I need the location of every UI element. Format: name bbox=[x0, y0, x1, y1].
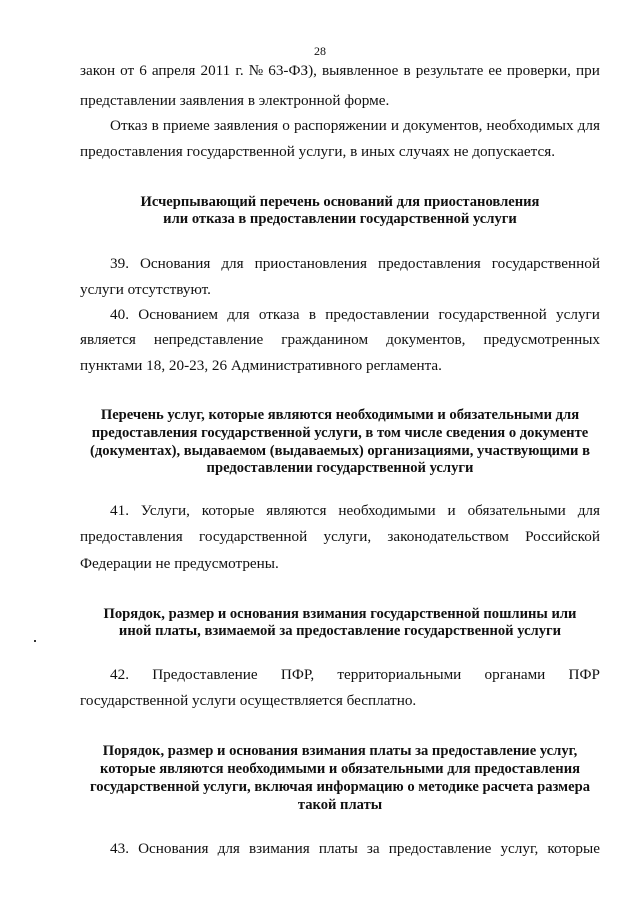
word: взимания bbox=[249, 840, 310, 857]
heading-payment-line-1: Порядок, размер и основания взимания платы за предоставление услуг, bbox=[102, 743, 578, 759]
word: Основания bbox=[139, 255, 211, 272]
word: от bbox=[120, 62, 135, 79]
word: о bbox=[282, 117, 290, 134]
word: г. bbox=[235, 62, 244, 79]
page-number: 28 bbox=[314, 44, 326, 58]
para-41-line-2 bbox=[80, 528, 600, 546]
word: апреля bbox=[151, 62, 196, 79]
para-refusal-line-1 bbox=[110, 117, 600, 135]
para-41-line-3: Федерации не предусмотрены. bbox=[80, 555, 279, 572]
word: Услуги, bbox=[140, 502, 190, 519]
word: 42. bbox=[110, 666, 129, 683]
word: и bbox=[390, 117, 399, 134]
heading-fee-line-1: Порядок, размер и основания взимания государственной пошлины или bbox=[103, 606, 577, 622]
word: и bbox=[447, 502, 456, 519]
word: законодательством bbox=[387, 528, 509, 545]
word: является bbox=[80, 331, 136, 348]
para-42-line-2: государственной услуги осуществляется бесплатно. bbox=[80, 692, 417, 709]
word: обязательными bbox=[467, 502, 566, 519]
para-40-line-1 bbox=[110, 306, 600, 324]
word: государственной bbox=[438, 306, 547, 323]
para-cont-line-1 bbox=[80, 62, 600, 80]
word: для bbox=[221, 255, 244, 272]
word: выявленное bbox=[322, 62, 399, 79]
heading-fee-line-2: иной платы, взимаемой за предоставление государственной услуги bbox=[118, 623, 562, 639]
heading-payment-line-3: государственной услуги, включая информацию о методике расчета размера bbox=[89, 779, 591, 795]
word: которые bbox=[201, 502, 255, 519]
word: приеме bbox=[162, 117, 210, 134]
word: распоряжении bbox=[293, 117, 387, 134]
word: государственной bbox=[199, 528, 308, 545]
word: ПФР bbox=[568, 666, 600, 683]
word: которые bbox=[547, 840, 600, 857]
word: платы bbox=[318, 840, 358, 857]
word: при bbox=[575, 62, 600, 79]
word: непредставление bbox=[153, 331, 264, 348]
heading-grounds-line-2: или отказа в предоставлении государственной услуги bbox=[163, 211, 517, 227]
word: для bbox=[577, 502, 600, 519]
word: Основания bbox=[138, 840, 209, 857]
word: услуги, bbox=[323, 528, 372, 545]
heading-services-line-4: предоставлении государственной услуги bbox=[206, 460, 474, 476]
word: 6 bbox=[139, 62, 147, 79]
word: в bbox=[403, 62, 411, 79]
word: в bbox=[151, 117, 159, 134]
para-cont-line-2: представлении заявления в электронной форме. bbox=[80, 92, 390, 109]
word: необходимыми bbox=[338, 502, 436, 519]
para-41-line-1 bbox=[110, 502, 600, 520]
para-43-line-1 bbox=[110, 840, 600, 858]
word: документов, bbox=[403, 117, 483, 134]
word: Отказ bbox=[110, 117, 148, 134]
word: результате bbox=[415, 62, 484, 79]
word: документов, bbox=[386, 331, 466, 348]
word: Российской bbox=[525, 528, 600, 545]
word: для bbox=[227, 306, 250, 323]
heading-payment-line-4: такой платы bbox=[297, 797, 383, 813]
word: предоставления bbox=[377, 255, 481, 272]
word: предоставление bbox=[388, 840, 492, 857]
word: 2011 bbox=[200, 62, 231, 79]
word: органами bbox=[484, 666, 546, 683]
word: в bbox=[308, 306, 316, 323]
para-40-line-2 bbox=[80, 331, 600, 349]
word: предоставления bbox=[80, 528, 183, 545]
word: 41. bbox=[110, 502, 129, 519]
word: Предоставление bbox=[152, 666, 258, 683]
word: за bbox=[366, 840, 380, 857]
word: территориальными bbox=[337, 666, 462, 683]
margin-tick-mark bbox=[34, 640, 36, 642]
heading-payment-line-2: которые являются необходимыми и обязательными для предоставления bbox=[100, 761, 580, 777]
word: предоставлении bbox=[325, 306, 430, 323]
word: ПФР, bbox=[280, 666, 315, 683]
para-40-line-3: пунктами 18, 20-23, 26 Административного регламента. bbox=[80, 357, 442, 374]
word: проверки, bbox=[506, 62, 571, 79]
heading-services-line-1: Перечень услуг, которые являются необходимыми и обязательными для bbox=[100, 407, 580, 423]
word: государственной bbox=[491, 255, 600, 272]
word: предусмотренных bbox=[483, 331, 600, 348]
word: 43. bbox=[110, 840, 129, 857]
word: услуги bbox=[556, 306, 600, 323]
para-39-line-2: услуги отсутствуют. bbox=[80, 281, 211, 298]
word: гражданином bbox=[281, 331, 369, 348]
word: закон bbox=[80, 62, 116, 79]
word: приостановления bbox=[254, 255, 367, 272]
heading-services-line-2: предоставления государственной услуги, в том числе сведения о документе bbox=[91, 425, 589, 441]
heading-services-line-3: (документах), выдаваемом (выдаваемых) организациями, участвующими в bbox=[90, 443, 590, 459]
word: для bbox=[217, 840, 240, 857]
para-refusal-line-2: предоставления государственной услуги, в иных случаях не допускается. bbox=[80, 143, 556, 160]
word: № bbox=[248, 62, 264, 79]
word: Основанием bbox=[138, 306, 219, 323]
word: заявления bbox=[213, 117, 279, 134]
para-42-line-1 bbox=[110, 666, 600, 684]
word: являются bbox=[266, 502, 327, 519]
word: 39. bbox=[110, 255, 129, 272]
word: услуг, bbox=[500, 840, 539, 857]
heading-grounds-line-1: Исчерпывающий перечень оснований для приостановления bbox=[140, 194, 540, 210]
word: необходимых bbox=[486, 117, 574, 134]
word: для bbox=[577, 117, 600, 134]
para-39-line-1 bbox=[110, 255, 600, 273]
word: 40. bbox=[110, 306, 129, 323]
word: 63-ФЗ), bbox=[268, 62, 317, 79]
word: отказа bbox=[258, 306, 300, 323]
word: ее bbox=[488, 62, 502, 79]
